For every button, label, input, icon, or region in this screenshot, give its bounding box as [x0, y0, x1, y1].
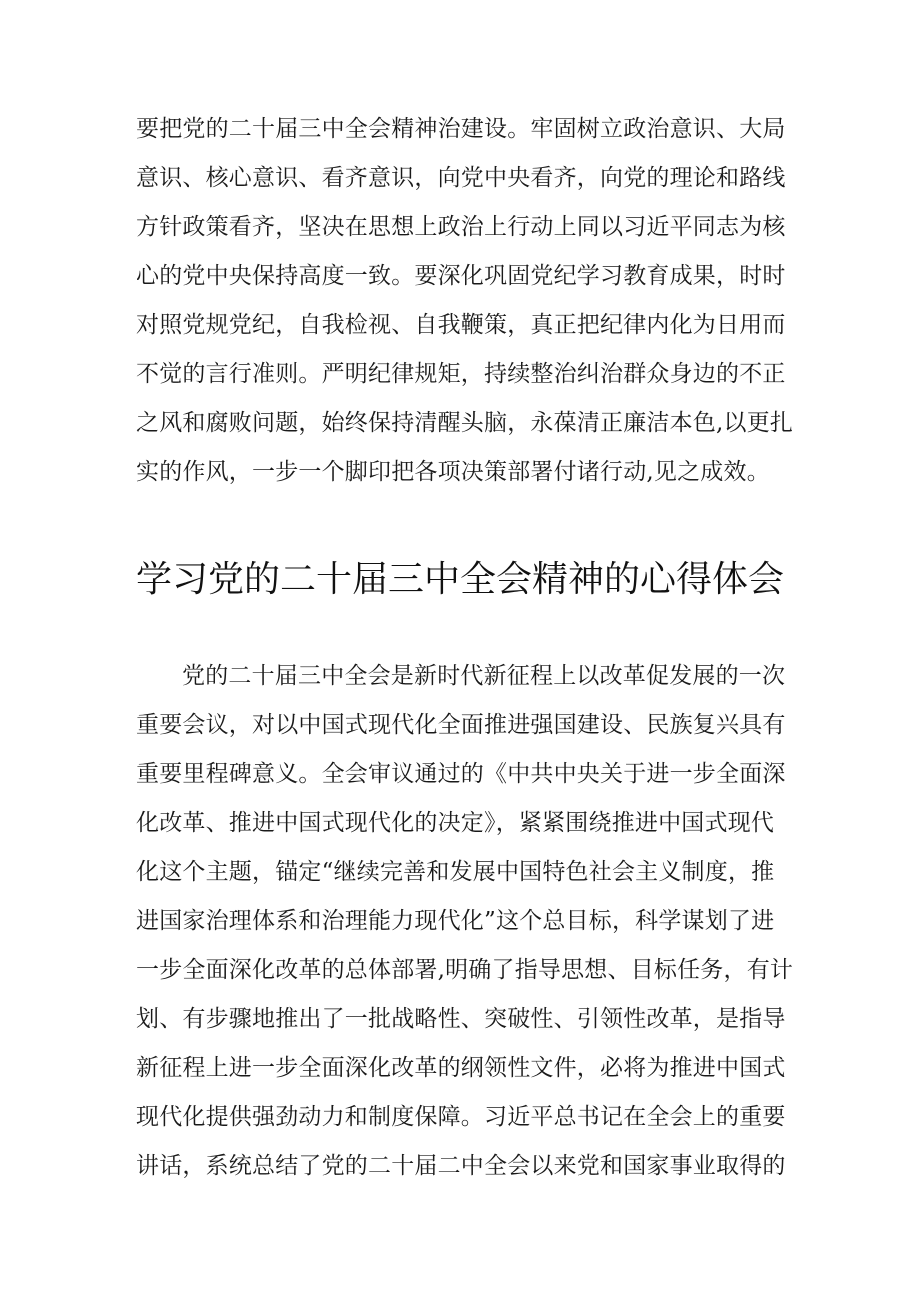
paragraph-line: 化改革、推进中国式现代化的决定》，紧紧围绕推进中国式现代 [136, 810, 775, 836]
paragraph-line: 划、有步骤地推出了一批战略性、突破性、引领性改革，是指导 [136, 1006, 786, 1032]
paragraph-line: 重要里程碑意义。全会审议通过的《中共中央关于进一步全面深 [136, 761, 786, 787]
paragraph-line: 要把党的二十届三中全会精神治建设。牢固树立政治意识、大局 [136, 116, 786, 142]
paragraph-line: 重要会议，对以中国式现代化全面推进强国建设、民族复兴具有 [136, 712, 786, 738]
paragraph-line: 心的党中央保持高度一致。要深化巩固党纪学习教育成果，时时 [136, 263, 786, 289]
paragraph-line: 一步全面深化改革的总体部署,明确了指导思想、目标任务，有计 [136, 957, 794, 983]
paragraph-line: 新征程上进一步全面深化改革的纲领性文件，必将为推进中国式 [136, 1055, 786, 1081]
paragraph-line: 不觉的言行准则。严明纪律规矩，持续整治纠治群众身边的不正 [136, 361, 786, 387]
paragraph-line: 方针政策看齐，坚决在思想上政治上行动上同以习近平同志为核 [136, 214, 786, 240]
paragraph-line: 化这个主题，锚定“继续完善和发展中国特色社会主义制度，推 [136, 859, 775, 885]
paragraph-line: 实的作风，一步一个脚印把各项决策部署付诸行动,见之成效。 [136, 459, 770, 485]
paragraph-line: 党的二十届三中全会是新时代新征程上以改革促发展的一次 [182, 663, 786, 689]
paragraph-line: 之风和腐败问题，始终保持清醒头脑，永葆清正廉洁本色,以更扎 [136, 410, 794, 436]
paragraph-line: 进国家治理体系和治理能力现代化”这个总目标，科学谋划了进 [136, 908, 775, 934]
paragraph-line: 意识、核心意识、看齐意识，向党中央看齐，向党的理论和路线 [136, 165, 786, 191]
document-title: 学习党的二十届三中全会精神的心得体会 [135, 559, 784, 600]
paragraph-line: 现代化提供强劲动力和制度保障。习近平总书记在全会上的重要 [136, 1104, 786, 1130]
paragraph-line: 对照党规党纪，自我检视、自我鞭策，真正把纪律内化为日用而 [136, 312, 786, 338]
paragraph-line: 讲话，系统总结了党的二十届二中全会以来党和国家事业取得的 [136, 1153, 786, 1179]
